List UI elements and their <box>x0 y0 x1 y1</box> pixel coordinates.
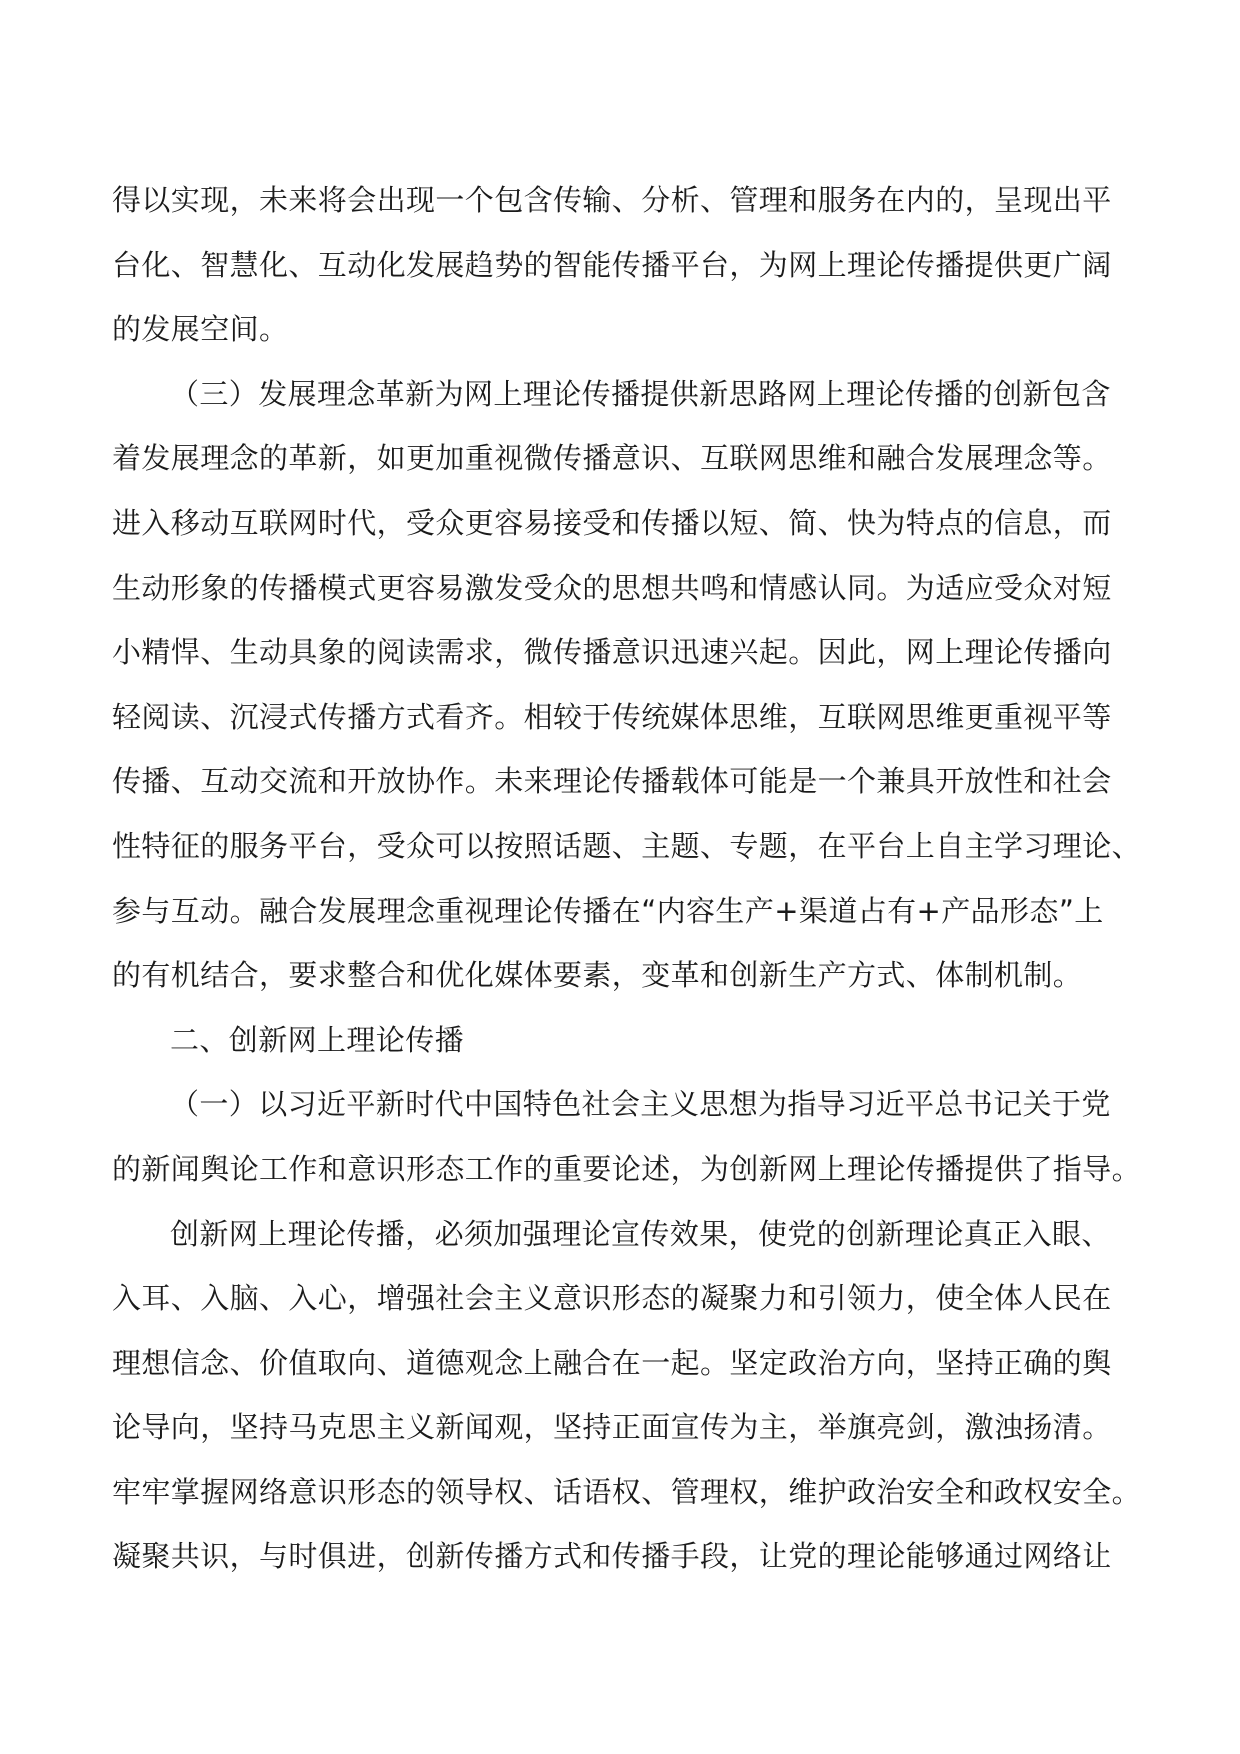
text-line: 生动形象的传播模式更容易激发受众的思想共鸣和情感认同。为适应受众对短 <box>112 570 1112 605</box>
text-line: 的发展空间。 <box>112 312 289 347</box>
text-line: 得以实现，未来将会出现一个包含传输、分析、管理和服务在内的，呈现出平 <box>112 183 1112 217</box>
text-line: （一）以习近平新时代中国特色社会主义思想为指导习近平总书记关于党 <box>170 1087 1111 1122</box>
text-line: 的新闻舆论工作和意识形态工作的重要论述，为创新网上理论传播提供了指导。 <box>112 1151 1142 1186</box>
text-line: 小精悍、生动具象的阅读需求，微传播意识迅速兴起。因此，网上理论传播向 <box>112 635 1112 670</box>
text-line: 传播、互动交流和开放协作。未来理论传播载体可能是一个兼具开放性和社会 <box>112 764 1112 799</box>
text-line: 凝聚共识，与时俱进，创新传播方式和传播手段，让党的理论能够通过网络让 <box>112 1539 1112 1574</box>
text-line: 参与互动。融合发展理念重视理论传播在“内容生产+渠道占有+产品形态”上 <box>112 893 1104 928</box>
text-line: 论导向，坚持马克思主义新闻观，坚持正面宣传为主，举旗亮剑，激浊扬清。 <box>112 1410 1112 1445</box>
text-line: 性特征的服务平台，受众可以按照话题、主题、专题，在平台上自主学习理论、 <box>112 828 1142 863</box>
text-line: 牢牢掌握网络意识形态的领导权、话语权、管理权，维护政治安全和政权安全。 <box>112 1474 1142 1509</box>
text-line: 着发展理念的革新，如更加重视微传播意识、互联网思维和融合发展理念等。 <box>112 441 1112 476</box>
text-line: 二、创新网上理论传播 <box>170 1022 465 1057</box>
text-line: 理想信念、价值取向、道德观念上融合在一起。坚定政治方向，坚持正确的舆 <box>112 1345 1112 1380</box>
text-line: 的有机结合，要求整合和优化媒体要素，变革和创新生产方式、体制机制。 <box>112 958 1083 993</box>
text-line: （三）发展理念革新为网上理论传播提供新思路网上理论传播的创新包含 <box>170 376 1111 411</box>
text-line: 台化、智慧化、互动化发展趋势的智能传播平台，为网上理论传播提供更广阔 <box>112 247 1112 282</box>
text-line: 创新网上理论传播，必须加强理论宣传效果，使党的创新理论真正入眼、 <box>170 1216 1111 1251</box>
body-text <box>112 168 1142 1589</box>
text-line: 入耳、入脑、入心，增强社会主义意识形态的凝聚力和引领力，使全体人民在 <box>112 1281 1112 1316</box>
text-line: 轻阅读、沉浸式传播方式看齐。相较于传统媒体思维，互联网思维更重视平等 <box>112 699 1112 734</box>
text-line: 进入移动互联网时代，受众更容易接受和传播以短、简、快为特点的信息，而 <box>112 505 1112 540</box>
